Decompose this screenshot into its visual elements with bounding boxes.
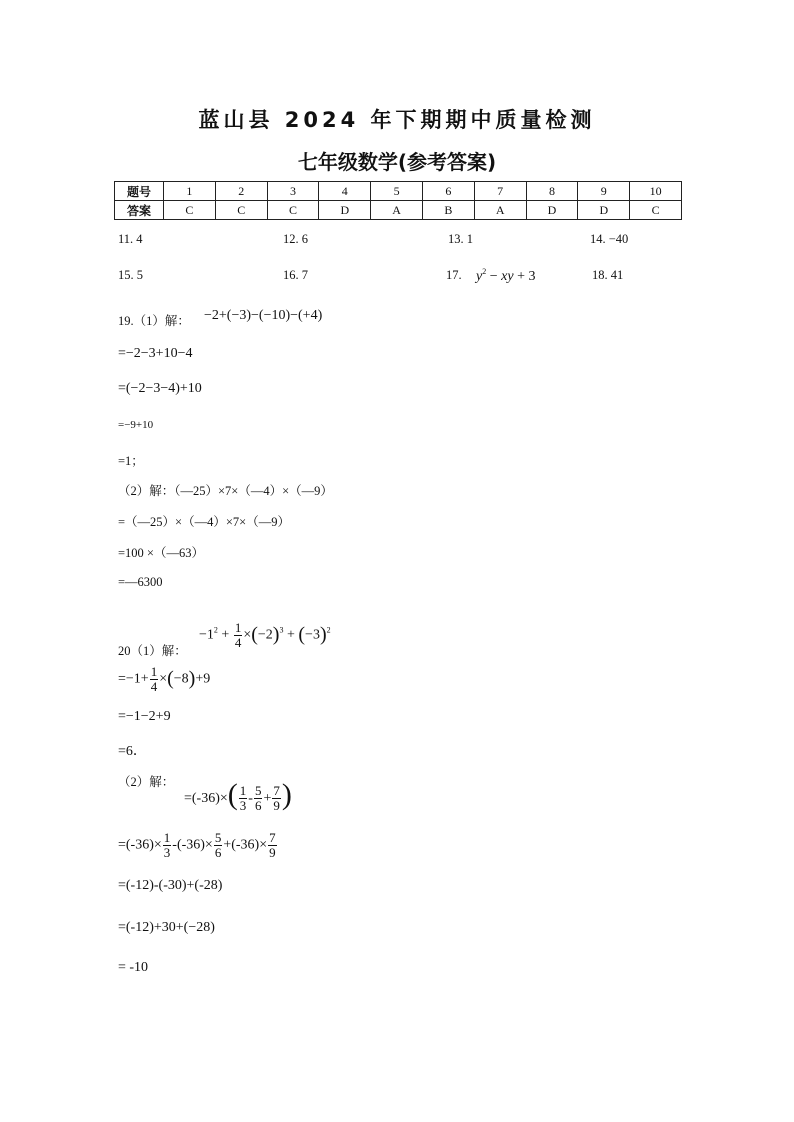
table-cell: D <box>526 201 578 220</box>
table-cell: 7 <box>474 182 526 201</box>
q20-step-1: =−1+ $\frac{1}{4}$ ×(−8)+9 <box>118 664 211 694</box>
q19-step-1: =−2−3+10−4 <box>118 346 193 361</box>
q19-part2-label: （2）解：（—25）×7×（—4）×（—9） <box>118 484 333 498</box>
q19-part2-step-1: =（—25）×（—4）×7×（—9） <box>118 515 290 529</box>
table-cell: 2 <box>215 182 267 201</box>
q20-part2-step-4: = -10 <box>118 960 149 975</box>
q20-expression: $-1^2$ + $\frac{1}{4}$ $\times(-2)^3 + (-3)^2$ <box>199 620 331 650</box>
table-cell: B <box>422 201 474 220</box>
table-cell: 1 <box>164 182 216 201</box>
answer-17-label: 17. <box>446 268 462 282</box>
table-cell: 9 <box>578 182 630 201</box>
q19-part2-step-3: =—6300 <box>118 575 163 589</box>
table-cell: C <box>267 201 319 220</box>
table-row-answers <box>115 201 682 220</box>
answer-16: 16. 7 <box>283 268 308 282</box>
table-cell: 8 <box>526 182 578 201</box>
answer-15: 15. 5 <box>118 268 143 282</box>
q19-step-3: =−9+10 <box>118 419 154 431</box>
q20-part2-step-1: =(-36)× $\frac{1}{3}$ -(-36)× $\frac{5}{6}$ +(-36)× $\frac{7}{9}$ <box>118 830 276 860</box>
table-cell: A <box>474 201 526 220</box>
table-cell: 4 <box>319 182 371 201</box>
answer-17-expression: $y^2$ − xy + 3 <box>476 267 536 284</box>
table-cell: D <box>319 201 371 220</box>
table-cell: C <box>164 201 216 220</box>
answer-11: 11. 4 <box>118 232 143 246</box>
table-cell: C <box>630 201 682 220</box>
table-cell: 10 <box>630 182 682 201</box>
answer-13: 13. 1 <box>448 232 473 246</box>
q19-part2-step-2: =100 ×（—63） <box>118 546 204 560</box>
q20-step-2: =−1−2+9 <box>118 709 171 724</box>
table-cell: 3 <box>267 182 319 201</box>
q19-step-2: =(−2−3−4)+10 <box>118 381 202 396</box>
q20-part2-label: （2）解： <box>118 775 175 789</box>
q20-part2-step-2: =(-12)-(-30)+(-28) <box>118 878 223 893</box>
answer-18: 18. 41 <box>592 268 624 282</box>
row-label-answers: 答案 <box>115 201 164 220</box>
q19-step-4: =1； <box>118 454 144 468</box>
q19-label: 19.（1）解： <box>118 314 190 328</box>
table-cell: A <box>371 201 423 220</box>
answer-12: 12. 6 <box>283 232 308 246</box>
row-label-numbers: 题号 <box>115 182 164 201</box>
table-cell: C <box>215 201 267 220</box>
answer-14: 14. −40 <box>590 232 629 246</box>
table-cell: D <box>578 201 630 220</box>
document-subtitle: 七年级数学(参考答案) <box>297 150 497 174</box>
q19-expression: −2+(−3)−(−10)−(+4) <box>204 308 323 323</box>
q20-part2-step-3: =(-12)+30+(−28) <box>118 920 215 935</box>
q20-step-3: =6． <box>118 744 147 759</box>
table-row-numbers <box>115 182 682 201</box>
q20-part2-expression: =(-36)×( $\frac{1}{3}$ - $\frac{5}{6}$ + $\frac{7}{9}$ ) <box>184 778 292 814</box>
document-title: 蓝山县 2024 年下期期中质量检测 <box>198 108 596 132</box>
table-cell: 5 <box>371 182 423 201</box>
answer-table <box>114 181 682 220</box>
table-cell: 6 <box>422 182 474 201</box>
q20-label: 20（1）解： <box>118 644 187 658</box>
